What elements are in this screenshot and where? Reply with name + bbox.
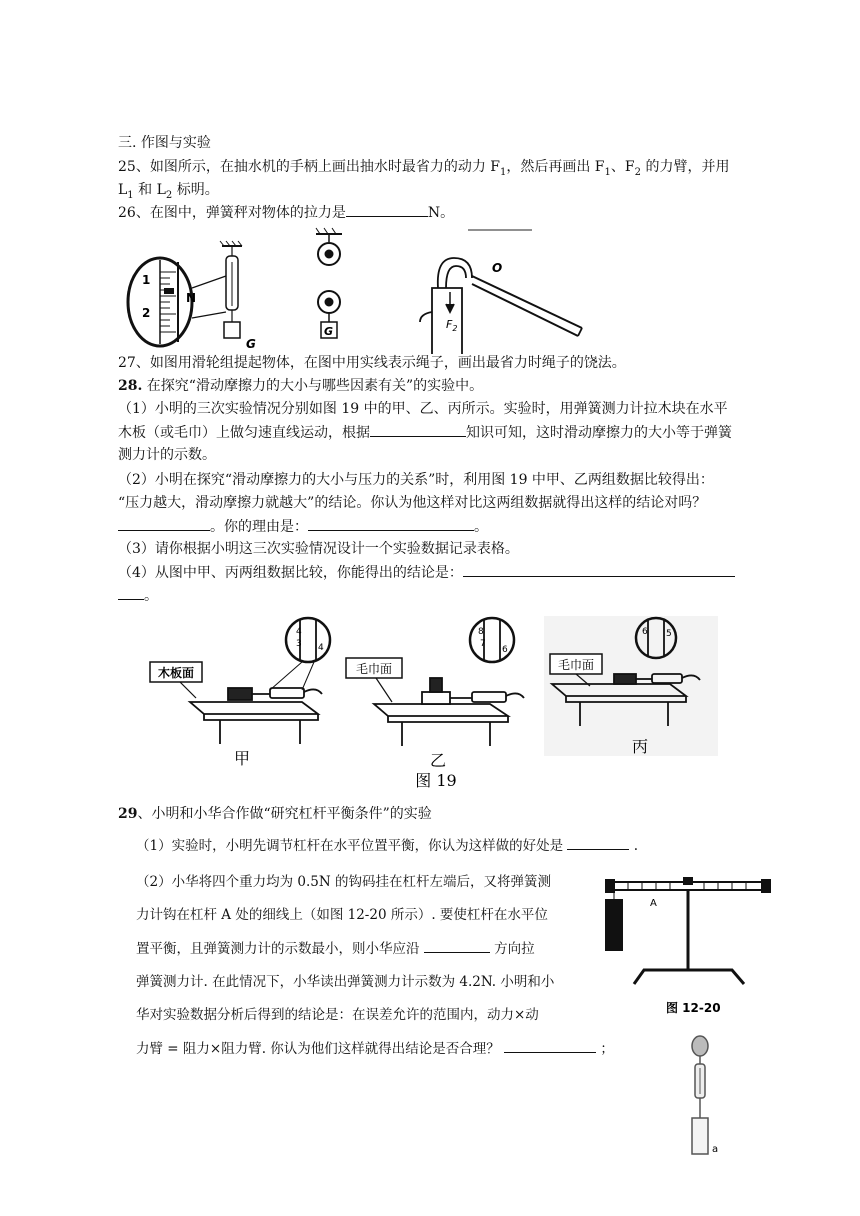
q28-blank-4[interactable] — [463, 562, 735, 577]
lever-figure-caption: 图 12-20 — [666, 1001, 721, 1015]
label-n: N — [186, 291, 197, 305]
q28-blank-1[interactable] — [370, 422, 466, 437]
dial-a-1: 4 — [296, 627, 302, 637]
panel-label-c: 丙 — [631, 737, 649, 756]
panel-label-b: 乙 — [429, 751, 447, 770]
q29-p2-l4: 弹簧测力计. 在此情况下，小华读出弹簧测力计示数为 4.2N. 小明和小 — [136, 974, 555, 990]
q25-line2: $L_1$ 和 $L_2$ 标明。 — [118, 182, 219, 201]
dial-c-2: 5 — [666, 629, 672, 639]
panel-label-a: 甲 — [233, 749, 251, 768]
q29-p2-l2: 力计钩在杠杆 A 处的细线上（如图 12-20 所示）. 要使杠杆在水平位 — [136, 907, 548, 923]
q28-p4: （4）从图中甲、丙两组数据比较，你能得出的结论是： — [118, 562, 735, 583]
q28-p4-end: 。 — [118, 585, 158, 606]
q29-title: 29、小明和小华合作做“研究杠杆平衡条件”的实验 — [118, 806, 432, 822]
surface-label-a: 木板面 — [157, 666, 195, 680]
figure-19-caption: 图 19 — [415, 771, 457, 790]
spring-scale-with-block-icon — [692, 1036, 708, 1154]
label-o: O — [492, 261, 503, 275]
spring-scale-magnified-icon — [128, 258, 226, 346]
pulley-system-icon — [316, 228, 342, 338]
q28-blank-3[interactable] — [308, 516, 474, 531]
lever-figure — [604, 872, 784, 1022]
top-figures — [120, 222, 600, 352]
q28-p2a: （2）小明在探究“滑动摩擦力的大小与压力的关系”时，利用图 19 中甲、乙两组数据比较得出： — [118, 472, 714, 488]
q29-p2-l6: 力臂 = 阻力×阻力臂. 你认为他们这样就得出结论是否合理？ ； — [136, 1038, 614, 1059]
experiment-towel-weight-icon — [374, 618, 524, 746]
q28-blank-2[interactable] — [118, 516, 210, 531]
q29-blank-2[interactable] — [424, 938, 490, 953]
q28-p1a: （1）小明的三次实验情况分别如图 19 中的甲、乙、丙所示。实验时，用弹簧测力计拉木块在水平 — [118, 401, 728, 417]
dial-b-3: 6 — [502, 645, 508, 655]
lever-label-a: A — [650, 898, 657, 909]
scale-label-2: 2 — [142, 306, 151, 320]
q28-p2b: “压力越大，滑动摩擦力就越大”的结论。你认为他这样对比这两组数据就得出这样的结论对吗？ — [118, 495, 707, 511]
lever-stand-icon — [606, 878, 770, 984]
label-g-2: G — [324, 325, 334, 338]
q28-blank-4-cont[interactable] — [118, 585, 144, 600]
experiment-wood-icon — [190, 618, 330, 744]
q25-line1: 25、如图所示，在抽水机的手柄上画出抽水时最省力的动力 $F_1$，然后再画出 $F_1$、$F_2$ 的力臂，并用 — [118, 159, 730, 178]
dial-c-1: 6 — [642, 627, 648, 637]
q29-blank-3[interactable] — [504, 1038, 596, 1053]
q28-p1b: 木板（或毛巾）上做匀速直线运动，根据 知识可知，这时滑动摩擦力的大小等于弹簧 — [118, 422, 732, 443]
q29-blank-1[interactable] — [567, 835, 629, 850]
q29-p2-l3: 置平衡，且弹簧测力计的示数最小，则小华应沿 方向拉 — [136, 938, 535, 959]
q27-text: 27、如图用滑轮组提起物体，在图中用实线表示绳子，画出最省力时绳子的饶法。 — [118, 355, 626, 371]
q28-p1c: 测力计的示数。 — [118, 447, 216, 463]
section-title: 三. 作图与实验 — [118, 135, 211, 151]
dial-a-2: 3 — [296, 639, 302, 649]
figure-19 — [140, 612, 720, 792]
dial-a-3: 4 — [318, 643, 324, 653]
dial-b-1: 8 — [478, 627, 484, 637]
dial-b-2: 7 — [480, 639, 486, 649]
surface-label-c: 毛巾面 — [557, 658, 595, 672]
scale-label-1: 1 — [142, 273, 151, 287]
surface-label-b: 毛巾面 — [355, 662, 393, 676]
block-label-a: a — [712, 1144, 719, 1155]
label-g-1: G — [246, 337, 256, 351]
q28-title: 28. 在探究“滑动摩擦力的大小与哪些因素有关”的实验中。 — [118, 378, 484, 394]
q28-p3: （3）请你根据小明这三次实验情况设计一个实验数据记录表格。 — [118, 541, 519, 557]
q29-p2-l1: （2）小华将四个重力均为 0.5N 的钩码挂在杠杆左端后，又将弹簧测 — [136, 874, 551, 890]
q29-p2-l5: 华对实验数据分析后得到的结论是：在误差允许的范围内，动力×动 — [136, 1007, 539, 1023]
hanging-spring-scale — [686, 1034, 726, 1160]
q28-p2c: 。你的理由是： 。 — [118, 516, 488, 537]
q26-answer-blank[interactable] — [346, 202, 428, 217]
label-f2: $F_2$ — [446, 318, 458, 333]
q29-p1: （1）实验时，小明先调节杠杆在水平位置平衡，你认为这样做的好处是 . — [136, 835, 638, 856]
spring-scale-icon — [220, 241, 242, 338]
q26-text: 26、在图中，弹簧秤对物体的拉力是 N。 — [118, 202, 454, 223]
